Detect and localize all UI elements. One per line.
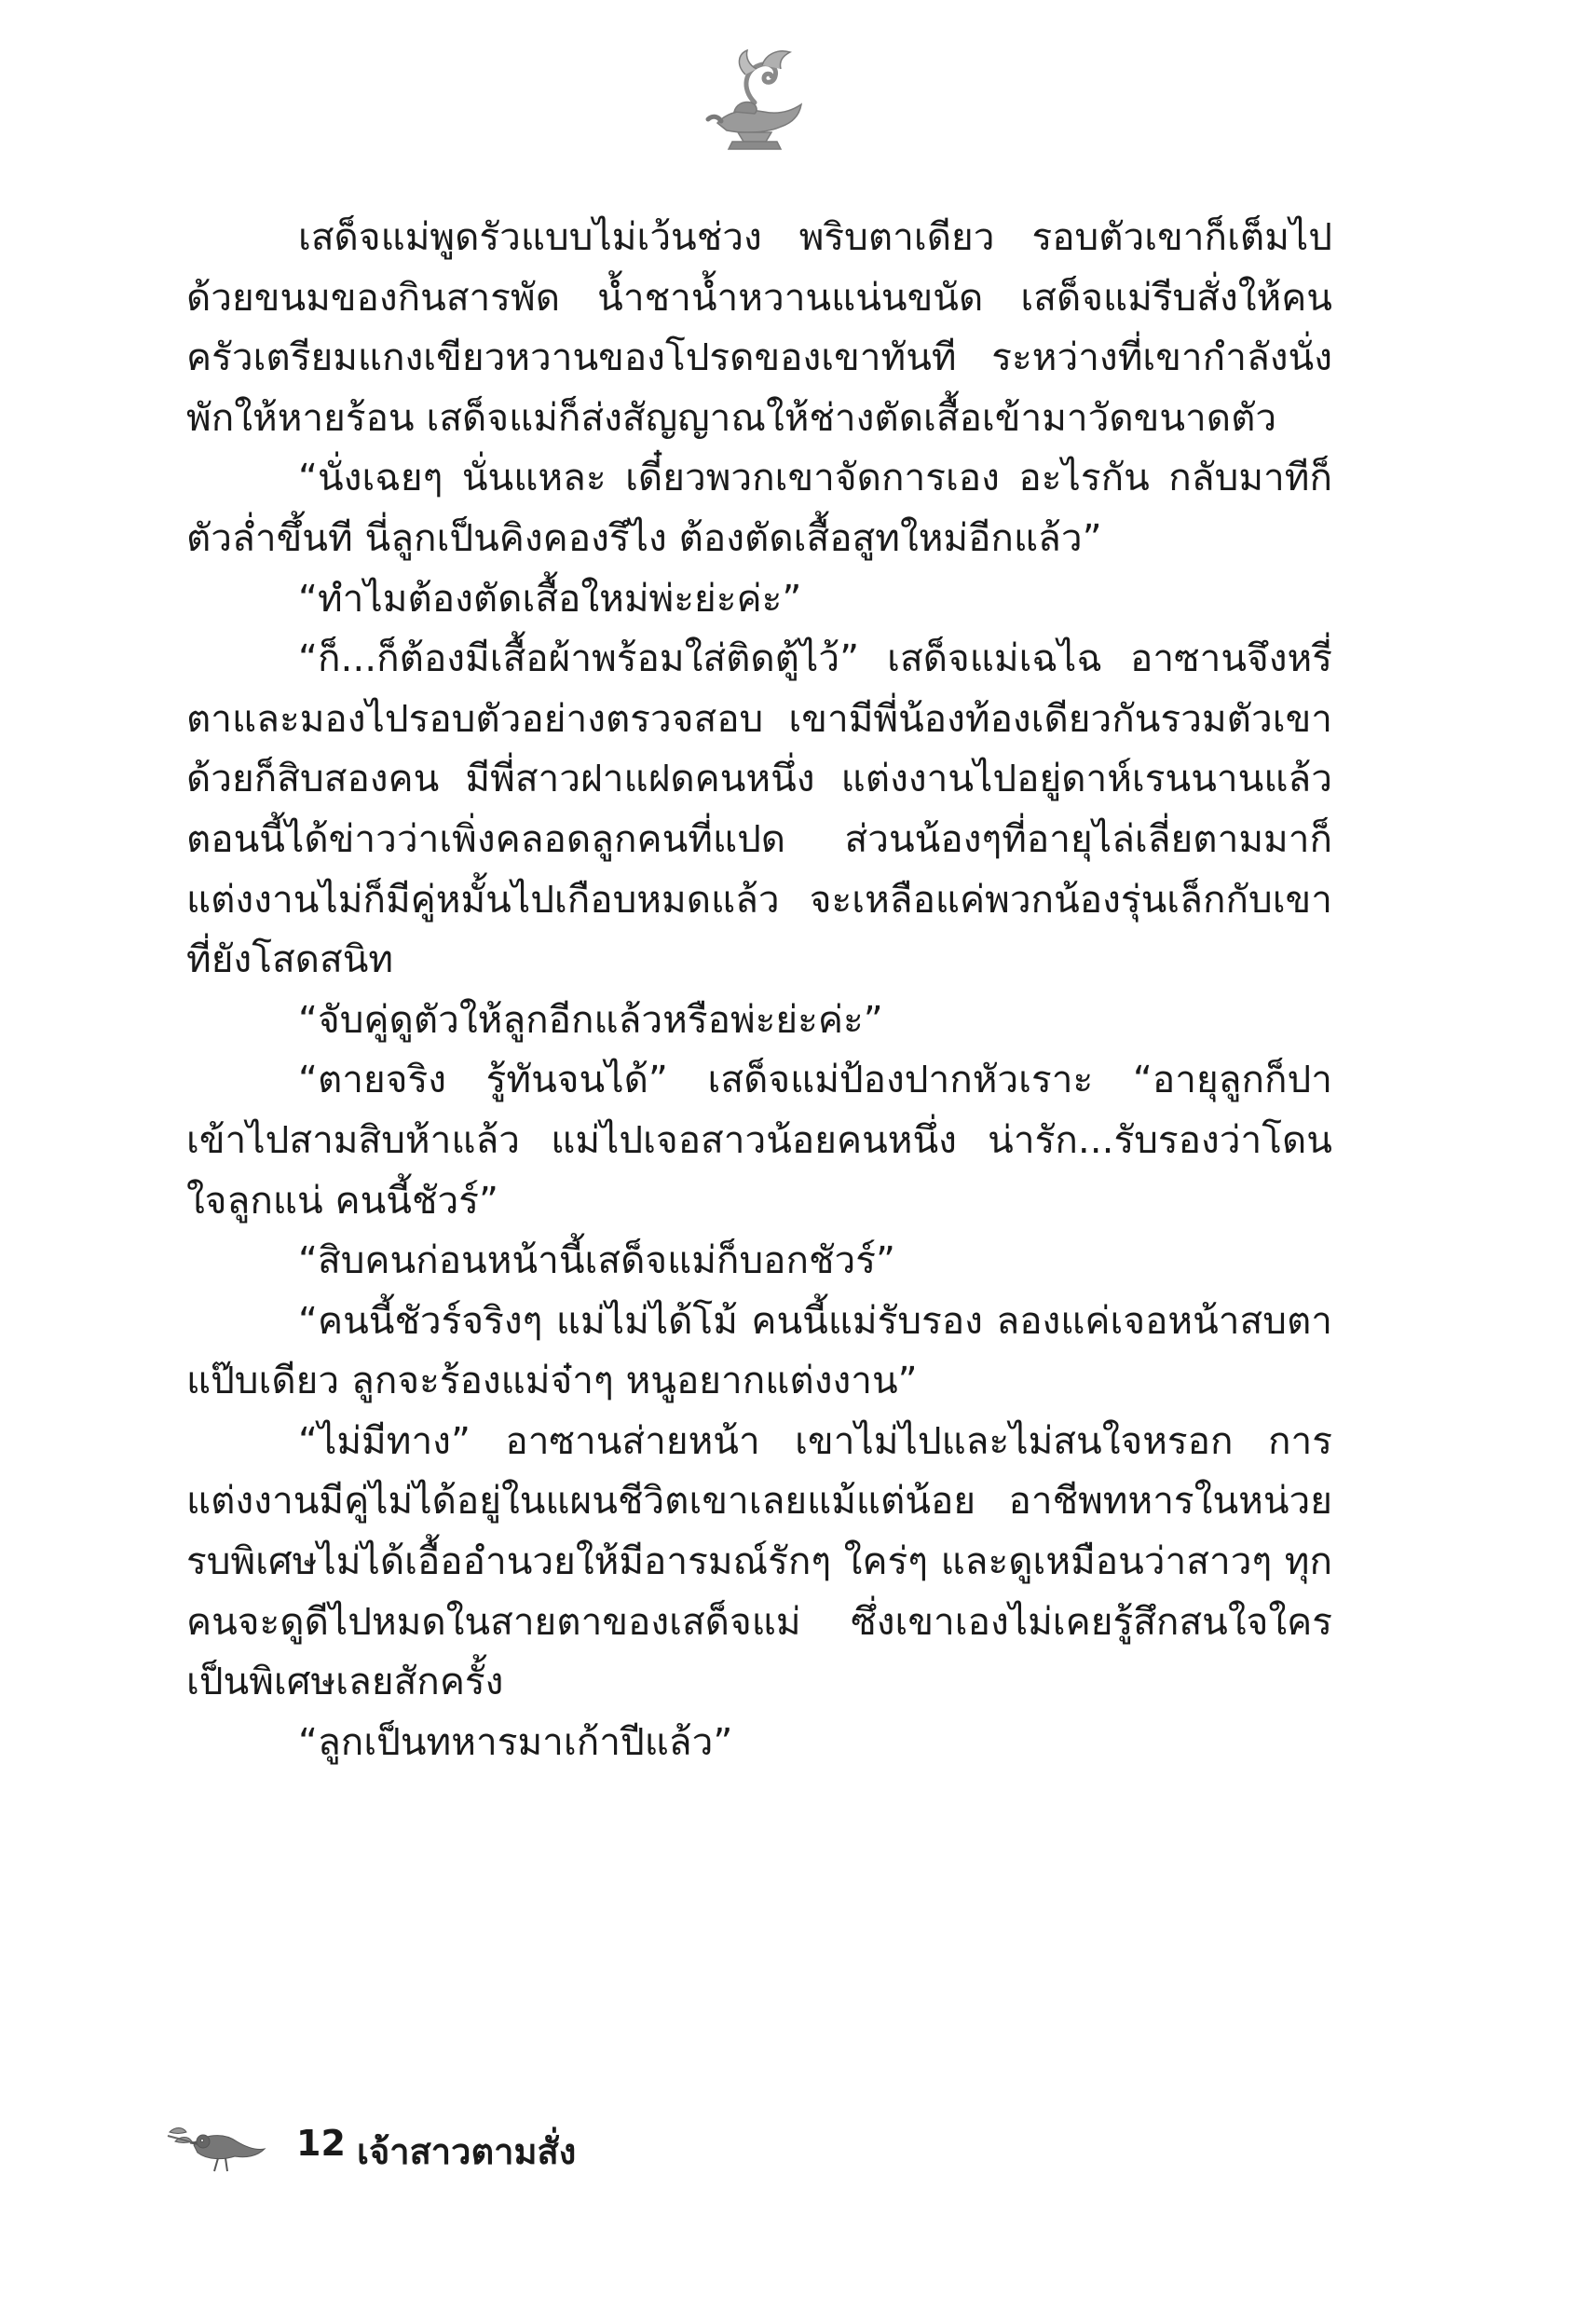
book-title: เจ้าสาวตามสั่ง [357,2131,577,2172]
paragraph: “ทำไมต้องตัดเสื้อใหม่พ่ะย่ะค่ะ” [298,575,802,621]
bird-icon [166,2113,268,2179]
paragraph: “ไม่มีทาง” อาซานส่ายหน้า เขาไม่ไปและไม่สนใจหรอก การแต่งงานมีคู่ไม่ได้อยู่ในแผนชีวิตเขาเลยแม้แต่น้อย อาชีพทหารในหน่วยรบพิเศษไม่ได้เอื้ออำนวยให้มีอารมณ์รักๆ ใคร่ๆ และดูเหมือนว่าสาวๆ ทุกคนจะดูดีไปหมดในสายตาของเสด็จแม่ ซึ่งเขาเองไม่เคยรู้สึกสนใจใครเป็นพิเศษเลยสักครั้ง [186,1417,1332,1704]
page-number: 12 [296,2123,346,2164]
paragraph: “คนนี้ชัวร์จริงๆ แม่ไม่ได้โม้ คนนี้แม่รับรอง ลองแค่เจอหน้าสบตาแป๊บเดียว ลูกจะร้องแม่จ๋าๆ หนูอยากแต่งงาน” [186,1297,1332,1403]
paragraph: “ก็...ก็ต้องมีเสื้อผ้าพร้อมใส่ติดตู้ไว้” เสด็จแม่เฉไฉ อาซานจึงหรี่ตาและมองไปรอบตัวอย่างตรวจสอบ เขามีพี่น้องท้องเดียวกันรวมตัวเขาด้วยก็สิบสองคน มีพี่สาวฝาแฝดคนหนึ่ง แต่งงานไปอยู่ดาห์เรนนานแล้ว ตอนนี้ได้ข่าวว่าเพิ่งคลอดลูกคนที่แปด ส่วนน้องๆที่อายุไล่เลี่ยตามมาก็แต่งงานไม่ก็มีคู่หมั้นไปเกือบหมดแล้ว จะเหลือแค่พวกน้องรุ่นเล็กกับเขาที่ยังโสดสนิท [186,636,1332,982]
paragraph: เสด็จแม่พูดรัวแบบไม่เว้นช่วง พริบตาเดียว รอบตัวเขาก็เต็มไปด้วยขนมของกินสารพัด น้ำชาน้ำหวานแน่นขนัด เสด็จแม่รีบสั่งให้คนครัวเตรียมแกงเขียวหวานของโปรดของเขาทันที ระหว่างที่เขากำลังนั่งพักให้หายร้อน เสด็จแม่ก็ส่งสัญญาณให้ช่างตัดเสื้อเข้ามาวัดขนาดตัว [186,214,1332,440]
paragraph: “สิบคนก่อนหน้านี้เสด็จแม่ก็บอกชัวร์” [298,1238,895,1283]
paragraph: “ลูกเป็นทหารมาเก้าปีแล้ว” [298,1718,733,1764]
page-footer [166,2104,818,2179]
body-text [186,207,1332,1771]
genie-lamp-icon [689,37,820,168]
paragraph: “จับคู่ดูตัวให้ลูกอีกแล้วหรือพ่ะย่ะค่ะ” [298,996,883,1042]
paragraph: “ตายจริง รู้ทันจนได้” เสด็จแม่ป้องปากหัวเราะ “อายุลูกก็ปาเข้าไปสามสิบห้าแล้ว แม่ไปเจอสาวน้อยคนหนึ่ง น่ารัก...รับรองว่าโดนใจลูกแน่ คนนี้ชัวร์” [186,1057,1332,1223]
paragraph: “นั่งเฉยๆ นั่นแหละ เดี๋ยวพวกเขาจัดการเอง อะไรกัน กลับมาทีก็ตัวล่ำขึ้นที นี่ลูกเป็นคิงคองรึไง ต้องตัดเสื้อสูทใหม่อีกแล้ว” [186,455,1332,560]
